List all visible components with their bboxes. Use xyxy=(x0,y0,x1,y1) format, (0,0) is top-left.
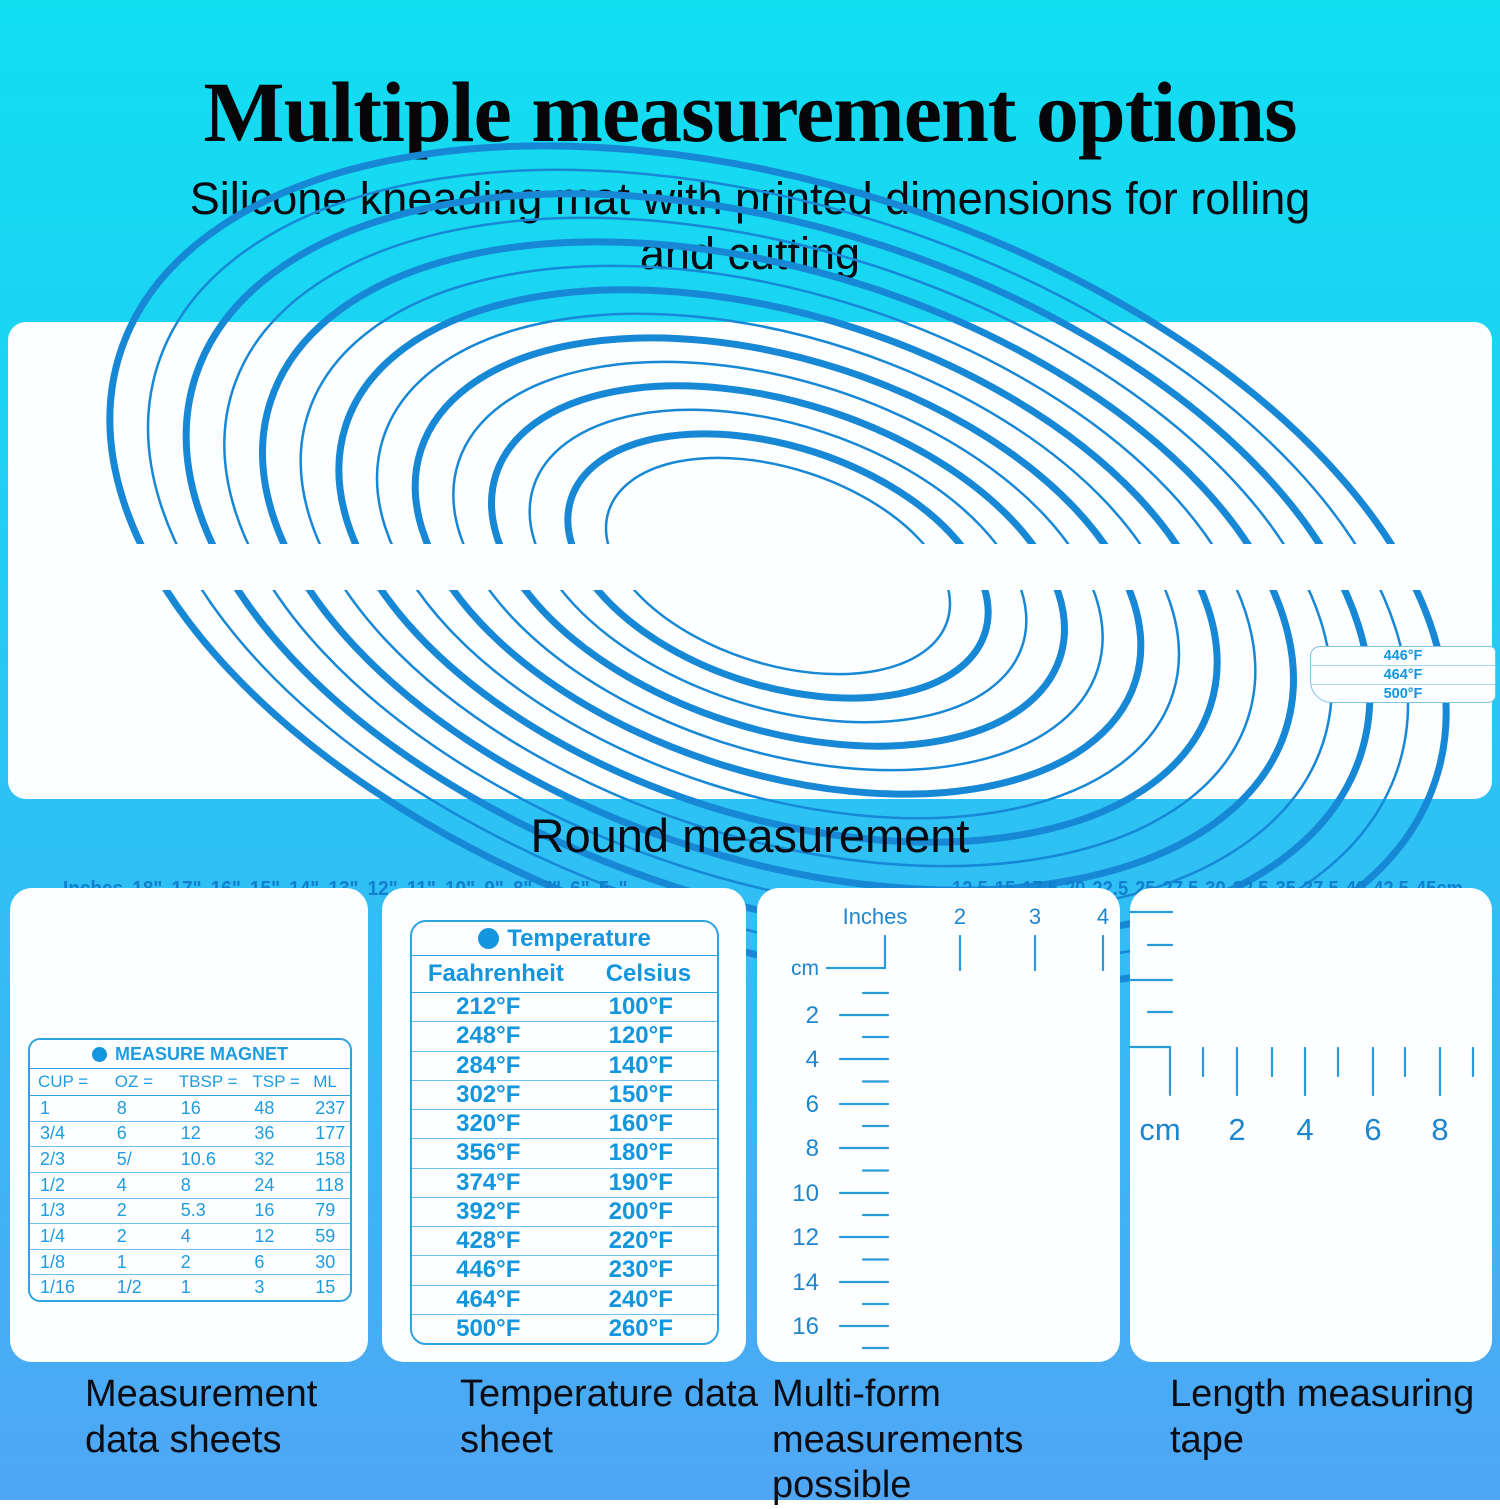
inch-tick-label: 2 xyxy=(953,904,967,929)
cm-tick-label: 2 xyxy=(805,1002,819,1029)
table-row xyxy=(412,1169,717,1198)
table-cell: 374°F xyxy=(456,1168,521,1196)
table-cell: 392°F xyxy=(456,1197,521,1225)
temperature-table xyxy=(410,920,719,1345)
table-cell: 1 xyxy=(180,1277,191,1298)
table-row xyxy=(412,1110,717,1139)
table-cell: 1/4 xyxy=(40,1225,66,1246)
table-cell: 48 xyxy=(254,1097,275,1118)
column-header: Faahrenheit xyxy=(427,960,564,987)
table-row xyxy=(30,1122,350,1148)
table-cell: 180°F xyxy=(608,1139,673,1167)
table-cell: 10.6 xyxy=(180,1149,216,1170)
table-cell: 446°F xyxy=(456,1256,521,1284)
column-header: OZ = xyxy=(114,1072,154,1091)
table-cell: 16 xyxy=(180,1097,201,1118)
label-band xyxy=(8,544,1492,590)
inch-scale-labels: 12" xyxy=(367,878,398,900)
table-cell: 320°F xyxy=(456,1110,521,1138)
table-cell: 8 xyxy=(116,1097,127,1118)
table-row xyxy=(412,1081,717,1110)
table-cell: 8 xyxy=(180,1174,191,1195)
table-cell: 1/16 xyxy=(40,1277,76,1298)
table-row xyxy=(412,1052,717,1081)
table-cell: 230°F xyxy=(608,1256,673,1284)
table-cell: 12 xyxy=(180,1123,201,1144)
bullet-icon xyxy=(478,928,499,949)
cm-tick-label: 12 xyxy=(792,1224,819,1251)
length-measuring-tape xyxy=(1130,888,1492,1362)
table-cell: 4 xyxy=(180,1225,191,1246)
table-row xyxy=(30,1275,350,1300)
table-cell: 464°F xyxy=(456,1285,521,1313)
measuring-tape-card xyxy=(1130,888,1492,1362)
multiform-ruler xyxy=(757,888,1120,1362)
cm-label: cm xyxy=(1139,1112,1181,1147)
table-cell: 356°F xyxy=(456,1139,521,1167)
table-cell: 2 xyxy=(180,1251,191,1272)
table-cell: 1 xyxy=(40,1097,51,1118)
table-cell: 177 xyxy=(315,1123,346,1144)
table-cell: 1/2 xyxy=(40,1174,66,1195)
table-cell: 500°F xyxy=(456,1314,521,1342)
temperature-tag-row: 500°F xyxy=(1383,686,1423,702)
table-row xyxy=(412,1315,717,1343)
table-cell: 15 xyxy=(315,1277,336,1298)
table-row xyxy=(30,1250,350,1276)
measure-magnet-rows xyxy=(30,1096,350,1300)
table-cell: 260°F xyxy=(608,1314,673,1342)
temperature-tag-row: 446°F xyxy=(1311,647,1495,666)
table-cell: 302°F xyxy=(456,1080,521,1108)
inches-label: Inches xyxy=(842,904,908,929)
table-row xyxy=(30,1147,350,1173)
table-cell: 36 xyxy=(254,1123,275,1144)
table-cell: 2 xyxy=(116,1225,127,1246)
table-cell: 30 xyxy=(315,1251,336,1272)
table-cell: 24 xyxy=(254,1174,275,1195)
tape-tick-label: 8 xyxy=(1431,1112,1449,1147)
table-cell: 240°F xyxy=(608,1285,673,1313)
table-cell: 237 xyxy=(315,1097,346,1118)
page-subtitle: Silicone kneading mat with printed dimensions for rolling and cutting xyxy=(189,173,1311,279)
table-cell: 3/4 xyxy=(40,1123,66,1144)
table-row xyxy=(412,993,717,1022)
table-cell: 158 xyxy=(315,1149,346,1170)
table-cell: 118 xyxy=(315,1174,344,1195)
table-cell: 248°F xyxy=(456,1022,521,1050)
card-caption-measurement: Measurement data sheets xyxy=(85,1373,318,1461)
table-cell: 1/2 xyxy=(116,1277,142,1298)
section-caption: Round measurement xyxy=(530,809,970,862)
cm-label: cm xyxy=(791,957,819,980)
inch-tick-label: 3 xyxy=(1028,904,1042,929)
table-cell: 160°F xyxy=(608,1110,673,1138)
table-row xyxy=(412,1286,717,1315)
table-cell: 190°F xyxy=(608,1168,673,1196)
cm-tick-label: 6 xyxy=(805,1091,819,1118)
table-cell: 212°F xyxy=(456,993,521,1021)
column-header: TBSP = xyxy=(178,1072,238,1091)
table-cell: 1 xyxy=(116,1251,127,1272)
temperature-data-card xyxy=(382,888,746,1362)
table-row xyxy=(30,1199,350,1225)
table-cell: 32 xyxy=(254,1149,275,1170)
card-caption-multiform: Multi-form measurements possible xyxy=(772,1373,1024,1507)
column-header: ML xyxy=(313,1072,337,1091)
measure-magnet-table xyxy=(28,1038,352,1302)
table-row xyxy=(412,1198,717,1227)
temperature-table-title: Temperature xyxy=(507,924,651,952)
table-cell: 100°F xyxy=(608,993,673,1021)
column-header: CUP = xyxy=(38,1072,89,1091)
table-cell: 2 xyxy=(116,1200,127,1221)
temperature-tag xyxy=(1310,646,1496,703)
corner-mark xyxy=(827,936,885,968)
temperature-table-header xyxy=(412,922,717,956)
card-caption-temperature: Temperature data sheet xyxy=(460,1373,758,1461)
measure-magnet-header xyxy=(30,1040,350,1069)
cm-tick-label: 14 xyxy=(792,1269,819,1296)
temperature-tag-row: 464°F xyxy=(1311,666,1495,685)
table-cell: 5/ xyxy=(116,1149,132,1170)
multiform-ruler-card xyxy=(757,888,1120,1362)
cm-tick-label: 8 xyxy=(805,1135,819,1162)
table-cell: 3 xyxy=(254,1277,265,1298)
table-cell: 120°F xyxy=(608,1022,673,1050)
table-cell: 5.3 xyxy=(180,1200,206,1221)
measure-magnet-title: MEASURE MAGNET xyxy=(114,1043,288,1064)
tape-tick-label: 4 xyxy=(1296,1112,1314,1147)
table-cell: 12 xyxy=(254,1225,275,1246)
cm-scale-labels: 22.5 xyxy=(1092,878,1129,900)
table-row xyxy=(30,1224,350,1250)
table-row xyxy=(30,1096,350,1122)
tape-tick-label: 2 xyxy=(1228,1112,1246,1147)
tape-tick-label: 6 xyxy=(1364,1112,1382,1147)
column-header: TSP = xyxy=(252,1072,300,1091)
table-cell: 1/3 xyxy=(40,1200,66,1221)
temperature-table-columns xyxy=(412,956,717,993)
table-cell: 284°F xyxy=(456,1051,521,1079)
inch-tick-label: 4 xyxy=(1096,904,1110,929)
page-title: Multiple measurement options xyxy=(203,64,1297,160)
table-cell: 140°F xyxy=(608,1051,673,1079)
temperature-table-rows xyxy=(412,993,717,1343)
card-caption-tape: Length measuring tape xyxy=(1170,1373,1475,1461)
corner-mark xyxy=(1130,1047,1170,1095)
table-cell: 220°F xyxy=(608,1227,673,1255)
column-header: Celsius xyxy=(605,960,692,987)
table-cell: 6 xyxy=(254,1251,265,1272)
measure-magnet-columns xyxy=(30,1069,350,1096)
table-cell: 6 xyxy=(116,1123,127,1144)
table-cell: 150°F xyxy=(608,1080,673,1108)
table-cell: 4 xyxy=(116,1174,127,1195)
table-row xyxy=(412,1227,717,1256)
cm-tick-label: 10 xyxy=(792,1180,819,1207)
table-cell: 1/8 xyxy=(40,1251,66,1272)
table-cell: 59 xyxy=(315,1225,336,1246)
cm-tick-label: 4 xyxy=(805,1046,819,1073)
table-row xyxy=(412,1256,717,1285)
measurement-data-card xyxy=(10,888,368,1362)
table-cell: 79 xyxy=(315,1200,336,1221)
table-cell: 428°F xyxy=(456,1227,521,1255)
table-cell: 2/3 xyxy=(40,1149,66,1170)
bullet-icon xyxy=(92,1047,107,1062)
table-row xyxy=(412,1022,717,1051)
table-cell: 16 xyxy=(254,1200,275,1221)
table-row xyxy=(412,1139,717,1168)
measurement-rings xyxy=(8,322,1492,799)
table-row xyxy=(30,1173,350,1199)
cm-tick-label: 16 xyxy=(792,1313,819,1340)
table-cell: 200°F xyxy=(608,1197,673,1225)
